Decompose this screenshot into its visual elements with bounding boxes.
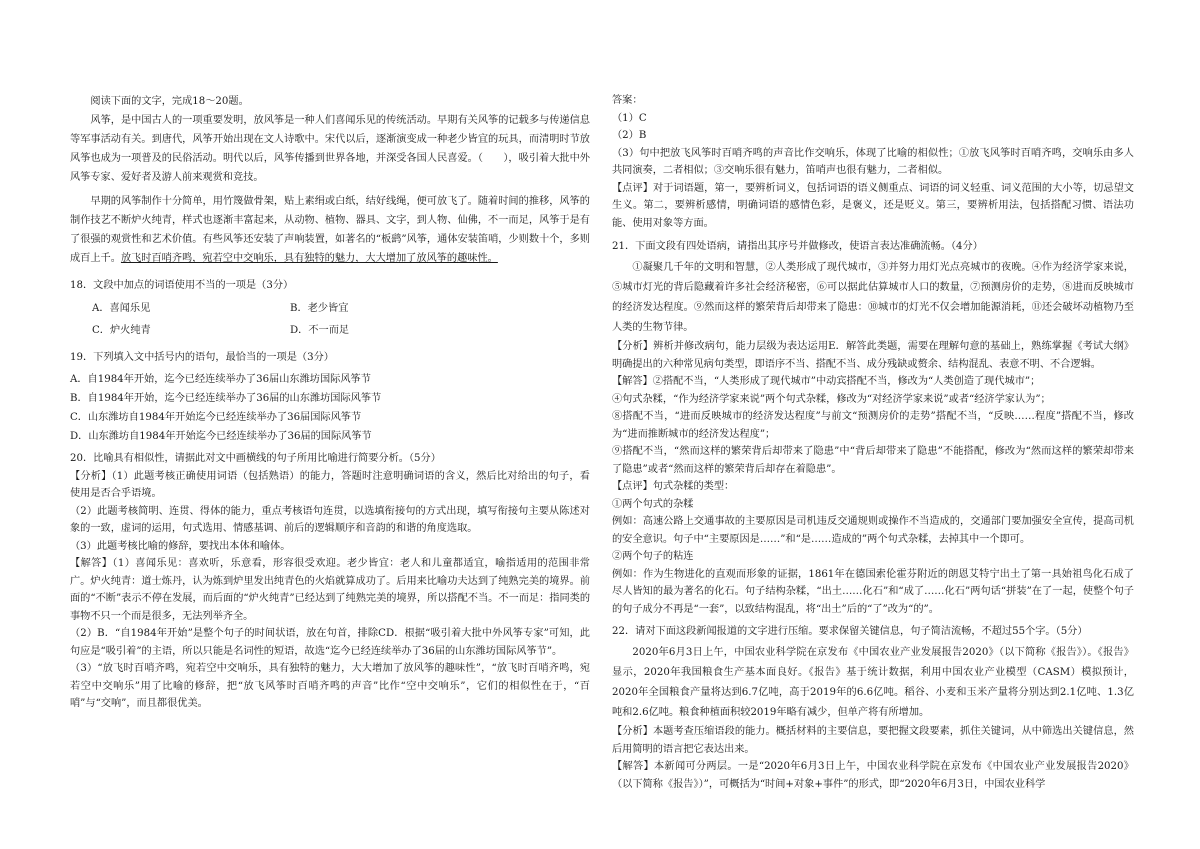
analysis-block-right	[612, 338, 1134, 618]
reading-intro: 阅读下面的文字，完成18～20题。	[90, 96, 249, 107]
q18-options-row-1	[70, 298, 590, 320]
question-19: 19．下列填入文中括号内的语句，最恰当的一项是（3分）	[70, 352, 334, 363]
analysis-3: （3）此题考核比喻的修辞，要找出本体和喻体。	[70, 540, 291, 552]
q18-options-row-2	[70, 320, 590, 342]
q21-solution-2: ④句式杂糅，“作为经济学家来说”两个句式杂糅，修改为“对经济学家来说”或者“经济学家认为”；	[612, 393, 1051, 405]
q21-comment: 【点评】句式杂糅的类型：	[612, 481, 735, 492]
analysis-block-left	[70, 468, 590, 713]
q21-solution-4: ⑨搭配不当，“然而这样的繁荣背后却带来了隐患”中“背后却带来了隐患”不能搭配，修改为“然而这样的繁荣却带来了隐患”或者“然而这样的繁荣背后却存在着隐患”。	[612, 446, 1134, 475]
solution-3: （3）“放飞时百哨齐鸣，宛若空中交响乐，具有独特的魅力，大大增加了放风筝的趣味性”，“放飞时百哨齐鸣，宛若空中交响乐”用了比喻的修辞，把“放飞风筝时百哨齐鸣的声音”比作“空中交响乐”，它们的相似性在于，“百哨”与“交响”，而且都很优美。	[70, 663, 590, 709]
passage-para-2-text: 早期的风筝制作十分简单，用竹篾做骨架，贴上素绢或白纸，结好线绳，便可放飞了。随着时间的推移，风筝的制作技艺不断炉火纯青，样式也逐渐丰富起来，从动物、植物、器具、文字，到人物、仙佛，不一而足，风筝于是有了很强的观赏性和艺术价值。有些风筝还安装了声响装置，如著名的“板鹞”风筝，通体安装笛哨，少则数十个，多则成百上千。	[70, 196, 590, 264]
q21-analysis: 【分析】辨析并修改病句，能力层级为表达运用E．解答此类题，需要在理解句意的基础上，熟练掌握《考试大纲》明确提出的六种常见病句类型，即语序不当、搭配不当、成分残缺或赘余、结构混乱、表意不明、不合逻辑。	[612, 341, 1134, 370]
analysis-1: 【分析】（1）此题考核正确使用词语（包括熟语）的能力，答题时注意明确词语的含义，然后比对给出的句子，看使用是否合乎语境。	[70, 470, 590, 499]
right-column	[612, 92, 1134, 793]
news-passage: 2020年6月3日上午，中国农业科学院在京发布《中国农业产业发展报告2020》（以下简称《报告》）。《报告》显示，2020年我国粮食生产基本面良好。《报告》基于统计数据，利用中国农业产业模型（CASM）模拟预计，2020年全国粮食产量将达到6.7亿吨，高于2019年的6.6亿吨。稻谷、小麦和玉米产量将分别达到2.1亿吨、1.3亿吨和2.6亿吨。粮食种植面积较2019年略有减少，但单产将有所增加。	[612, 647, 1134, 718]
q18-option-d: D．不一而足	[290, 325, 350, 336]
answer-block	[612, 92, 1134, 232]
q18-option-b: B．老少皆宜	[290, 303, 349, 314]
question-20: 20．比喻具有相似性，请据此对文中画横线的句子所用比喻进行简要分析。（5分）	[70, 453, 441, 464]
passage-para-2	[70, 192, 590, 268]
analysis-2: （2）此题考核简明、连贯、得体的能力，重点考核语句连贯，以选填衔接句的方式出现，填写衔接句主要从陈述对象的一致，虚词的运用，句式选用、情感基调、前后的逻辑顺序和音韵的和谐的角度选取。	[70, 505, 590, 534]
passage-para-1: 风筝，是中国古人的一项重要发明，放风筝是一种人们喜闻乐见的传统活动。早期有关风筝的记载多与传递信息等军事活动有关。到唐代，风筝开始出现在文人诗歌中。宋代以后，逐渐演变成一种老少皆宜的玩具，而清明时节放风筝也成为一项普及的民俗活动。明代以后，风筝传播到世界各地，并深受各国人民喜爱。（ ），吸引着大批中外风筝专家、爱好者及游人前来观赏和竞技。	[70, 115, 590, 183]
answer-3: （3）句中把放飞风筝时百哨齐鸣的声音比作交响乐，体现了比喻的相似性；①放飞风筝时百哨齐鸣，交响乐由多人共同演奏，二者相似；③交响乐很有魅力，笛哨声也很有魅力，二者相似。	[612, 147, 1134, 176]
answer-2: （2）B	[612, 130, 647, 141]
q21-passage: ①凝聚几千年的文明和智慧，②人类形成了现代城市，③并努力用灯光点亮城市的夜晚。④作为经济学家来说，⑤城市灯光的背后隐藏着许多社会经济秘密，⑥可以据此估算城市人口的数量，⑦预测房价的走势，⑧进而反映城市的经济发达程度。⑨然而这样的繁荣背后却带来了隐患：⑩城市的灯光不仅会增加能源消耗，⑪还会破坏动植物乃至人类的生物节律。	[612, 262, 1134, 333]
q21-comment-1: ①两个句式的杂糅	[612, 498, 694, 510]
answer-label: 答案：	[612, 95, 643, 106]
left-column	[70, 92, 590, 713]
q18-option-c: C．炉火纯青	[92, 325, 151, 336]
question-18: 18．文段中加点的词语使用不当的一项是（3分）	[70, 280, 294, 291]
q22-analysis: 【分析】本题考查压缩语段的能力。概括材料的主要信息，要把握文段要素，抓住关键词，从中筛选出关键信息，然后用简明的语言把它表达出来。	[612, 726, 1134, 755]
question-22: 22．请对下面这段新闻报道的文字进行压缩。要求保留关键信息，句子简洁流畅，不超过55个字。（5分）	[612, 626, 1088, 637]
q19-option-a: A．自1984年开始，迄今已经连续举办了36届山东潍坊国际风筝节	[70, 374, 371, 385]
q22-solution: 【解答】本新闻可分两层。一是“2020年6月3日上午，中国农业科学院在京发布《中国农业产业发展报告2020》（以下简称《报告》）”，可概括为“时间+对象+事件”的形式，即“2020年6月3日，中国农业科学	[612, 761, 1134, 790]
q19-option-c: C．山东潍坊自1984年开始迄今已经连续举办了36届国际风筝节	[70, 412, 362, 423]
solution-2: （2）B．“自1984年开始”是整个句子的时间状语，放在句首，排除CD．根据“吸引着大批中外风筝专家”可知，此句应是“吸引着”的主语，所以只能是名词性的短语，故选“迄今已经连续举办了36届的山东潍坊国际风筝节”。	[70, 628, 590, 657]
q18-option-a: A．喜闻乐见	[92, 303, 151, 314]
q21-solution-1: 【解答】②搭配不当，“人类形成了现代城市”中动宾搭配不当，修改为“人类创造了现代城市”；	[612, 376, 1041, 387]
q21-example-1: 例如：高速公路上交通事故的主要原因是司机违反交通规则或操作不当造成的，交通部门要加强安全宣传，提高司机的安全意识。句子中“主要原因是……”和“是……造成的”两个句式杂糅，去掉其中一个即可。	[612, 516, 1134, 545]
q19-option-b: B．自1984年开始，迄今已经连续举办了36届的山东潍坊国际风筝节	[70, 393, 382, 404]
underlined-sentence: 放飞时百哨齐鸣，宛若空中交响乐，具有独特的魅力，大大增加了放风筝的趣味性。	[120, 253, 498, 264]
answer-1: （1）C	[612, 112, 647, 124]
q19-option-d: D．山东潍坊自1984年开始迄今已经连续举办了36届的国际风筝节	[70, 431, 372, 442]
analysis-block-q22	[612, 723, 1134, 793]
solution-1: 【解答】（1）喜闻乐见：喜欢听，乐意看，形容很受欢迎。老少皆宜：老人和儿童都适宜，喻指适用的范围非常广。炉火纯青：道士炼丹，认为炼到炉里发出纯青色的火焰就算成功了。后用来比喻功夫达到了纯熟完美的境界。前面的“不断”表示不停在发展，而后面的“炉火纯青”已经达到了纯熟完美的境界，所以搭配不当。不一而足：指同类的事物不只一个而是很多，无法列举齐全。	[70, 558, 591, 622]
q21-comment-2: ②两个句子的粘连	[612, 551, 694, 562]
q21-example-2: 例如：作为生物进化的直观而形象的证据，1861年在德国索伦霍芬附近的朗恩艾特宁出土了第一具始祖鸟化石成了尽人皆知的最为著名的化石。句子结构杂糅，“出土……化石”和“成了……化石”两句话“拼装”在了一起，使整个句子的句子成分不再是“一套”，以致结构混乱，将“出土”后的“了”改为“的”。	[612, 568, 1134, 615]
q21-solution-3: ⑧搭配不当，“进而反映城市的经济发达程度”与前文“预测房价的走势”搭配不当，“反映……程度”搭配不当，修改为“进而推断城市的经济发达程度”；	[612, 411, 1134, 440]
comment-block: 【点评】对于词语题，第一，要辨析词义，包括词语的语义侧重点、词语的词义轻重、词义范围的大小等，切忌望文生义。第二，要辨析感情，明确词语的感情色彩，是褒义，还是贬义。第三，要辨析用法，包括搭配习惯、语法功能、使用对象等方面。	[612, 182, 1134, 229]
question-21: 21．下面文段有四处语病，请指出其序号并做修改，使语言表达准确流畅。（4分）	[612, 241, 983, 252]
